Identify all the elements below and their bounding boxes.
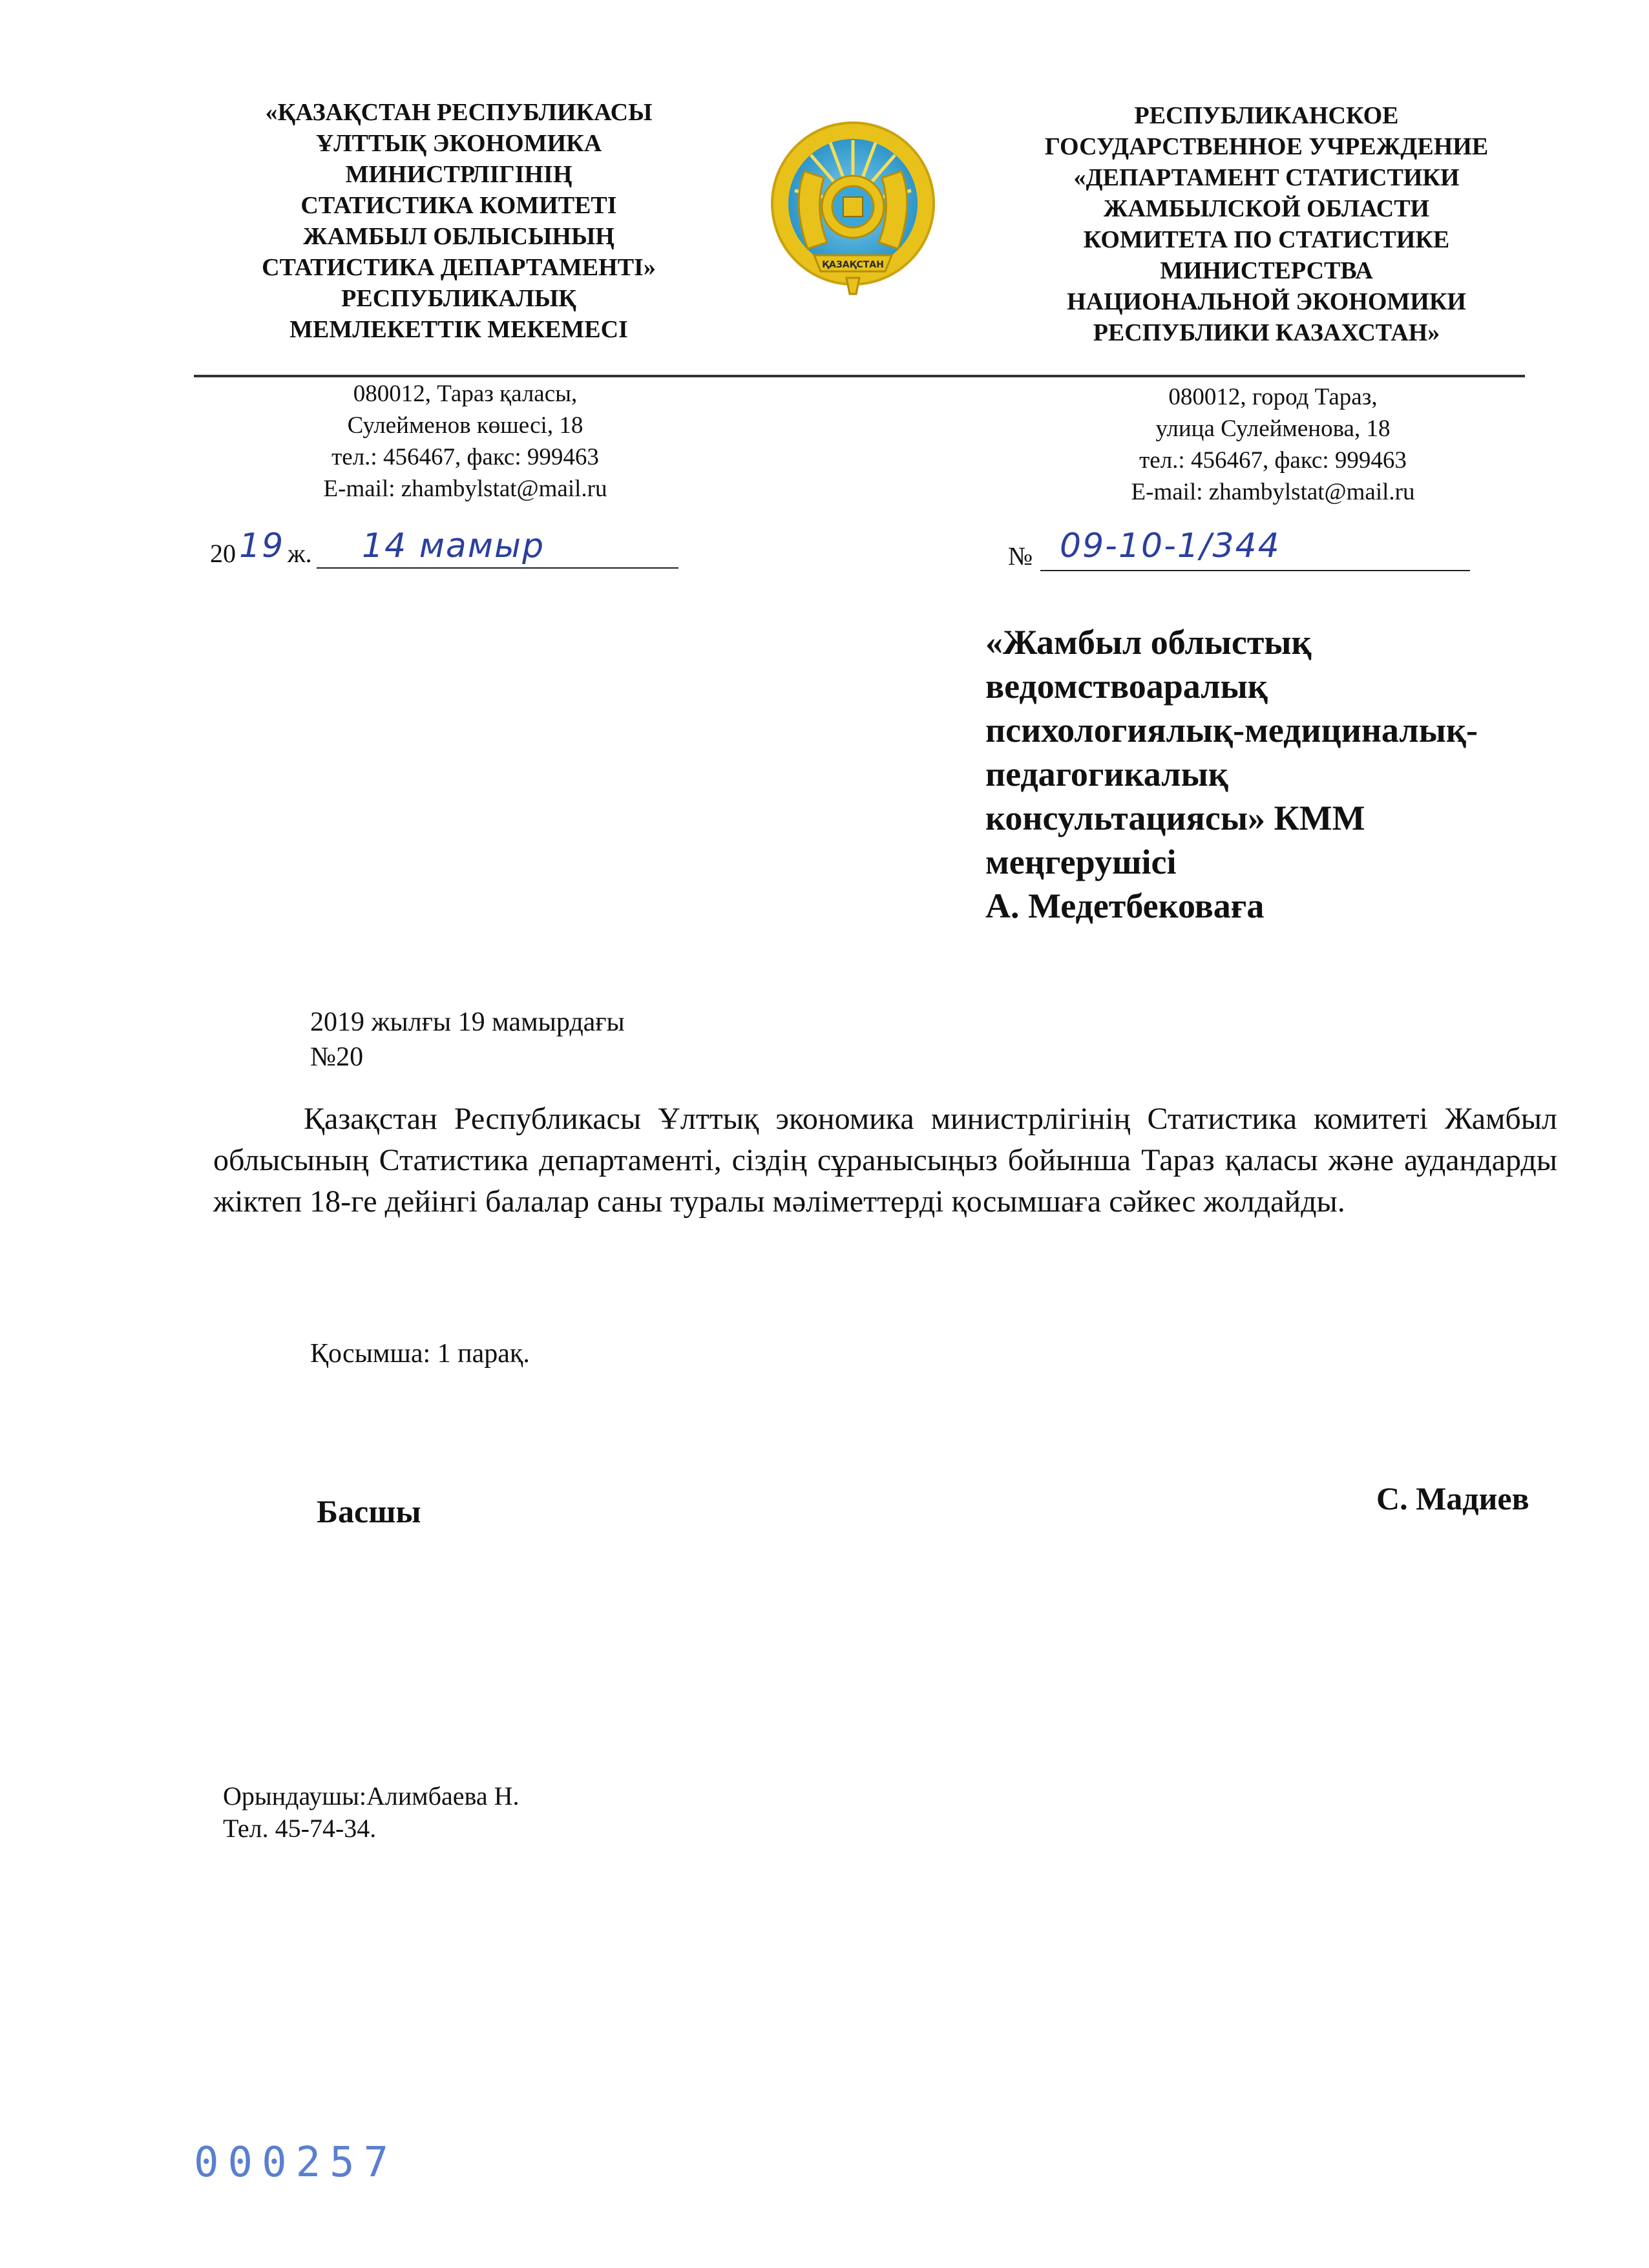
header-left-line: МИНИСТРЛІГІНІҢ — [345, 161, 572, 188]
header-left-line: СТАТИСТИКА ДЕПАРТАМЕНТІ» — [262, 254, 656, 281]
address-line: тел.: 456467, факс: 999463 — [331, 444, 599, 470]
address-line: тел.: 456467, факс: 999463 — [1139, 447, 1407, 474]
emblem-label: ҚАЗАҚСТАН — [822, 260, 884, 270]
header-right-line: РЕСПУБЛИКИ КАЗАХСТАН» — [1093, 319, 1440, 346]
header-right-line: ЖАМБЫЛСКОЙ ОБЛАСТИ — [1103, 195, 1430, 222]
header-left-line: МЕМЛЕКЕТТІК МЕКЕМЕСІ — [289, 316, 628, 343]
number-handwritten: 09-10-1/344 — [1060, 527, 1281, 565]
address-line: E-mail: zhambylstat@mail.ru — [1131, 479, 1415, 505]
header-left-line: ҰЛТТЫҚ ЭКОНОМИКА — [315, 130, 602, 157]
signature-name: С. Мадиев — [1376, 1480, 1529, 1517]
address-right — [1053, 381, 1493, 508]
number-underline — [1040, 570, 1470, 571]
header-left-line: СТАТИСТИКА КОМИТЕТІ — [300, 192, 617, 219]
recipient-line: ведомствоаралық — [985, 667, 1268, 706]
date-prefix: 20 — [210, 539, 236, 568]
executor-phone: Тел. 45-74-34. — [223, 1814, 377, 1843]
header-left-line: ЖАМБЫЛ ОБЛЫСЫНЫҢ — [303, 223, 614, 250]
recipient-line: педагогикалық — [985, 755, 1228, 793]
date-suffix: ж. — [288, 539, 312, 568]
address-line: E-mail: zhambylstat@mail.ru — [323, 476, 607, 502]
header-divider — [194, 375, 1525, 377]
header-left-line: «ҚАЗАҚСТАН РЕСПУБЛИКАСЫ — [265, 99, 653, 126]
state-emblem-icon — [766, 100, 940, 313]
header-right-line: НАЦИОНАЛЬНОЙ ЭКОНОМИКИ — [1067, 288, 1466, 315]
header-left-line: РЕСПУБЛИКАЛЫҚ — [341, 285, 576, 312]
recipient-line: психологиялық-медициналық- — [985, 711, 1478, 750]
address-left — [246, 378, 685, 505]
recipient-line: А. Медетбековаға — [985, 887, 1265, 925]
reference-date: 2019 жылғы 19 мамырдағы — [310, 1007, 625, 1037]
header-right-line: «ДЕПАРТАМЕНТ СТАТИСТИКИ — [1073, 164, 1460, 191]
header-right-line: МИНИСТЕРСТВА — [1160, 257, 1373, 284]
reference-block — [310, 1005, 625, 1075]
recipient-line: консультациясы» КММ — [985, 799, 1365, 837]
stamp-number: 000257 — [194, 2139, 398, 2187]
address-line: улица Сулейменова, 18 — [1155, 415, 1391, 442]
address-line: 080012, Тараз қаласы, — [353, 381, 578, 407]
date-underline — [317, 567, 678, 569]
letter-body — [213, 1098, 1557, 1223]
header-left — [194, 97, 724, 345]
address-line: Сулейменов көшесі, 18 — [347, 412, 583, 439]
header-right-line: ГОСУДАРСТВЕННОЕ УЧРЕЖДЕНИЕ — [1044, 133, 1489, 160]
executor-block — [223, 1780, 519, 1845]
number-prefix: № — [1008, 541, 1033, 571]
header-right-line: РЕСПУБЛИКАНСКОЕ — [1134, 102, 1399, 129]
attachment-note: Қосымша: 1 парақ. — [310, 1339, 530, 1369]
header-right — [982, 100, 1551, 348]
date-year-handwritten: 19 — [239, 527, 285, 565]
recipient-block — [985, 620, 1567, 928]
header-right-line: КОМИТЕТА ПО СТАТИСТИКЕ — [1083, 226, 1450, 253]
executor-name: Орындаушы:Алимбаева Н. — [223, 1781, 520, 1811]
reference-number: №20 — [310, 1042, 364, 1072]
recipient-line: «Жамбыл облыстық — [985, 623, 1312, 662]
address-line: 080012, город Тараз, — [1168, 384, 1378, 410]
recipient-line: меңгерушісі — [985, 843, 1177, 881]
signature-title: Басшы — [317, 1493, 421, 1529]
body-paragraph: Қазақстан Республикасы Ұлттық экономика министрлігінің Статистика комитеті Жамбыл облысының Статистика департаменті, сіздің сұранысыңыз бойынша Тараз қаласы және аудандарды жіктеп 18-ге дейінгі балалар саны туралы мәліметтерді қосымшаға сәйкес жолдайды. — [213, 1102, 1557, 1219]
date-handwritten: 14 мамыр — [362, 527, 545, 565]
